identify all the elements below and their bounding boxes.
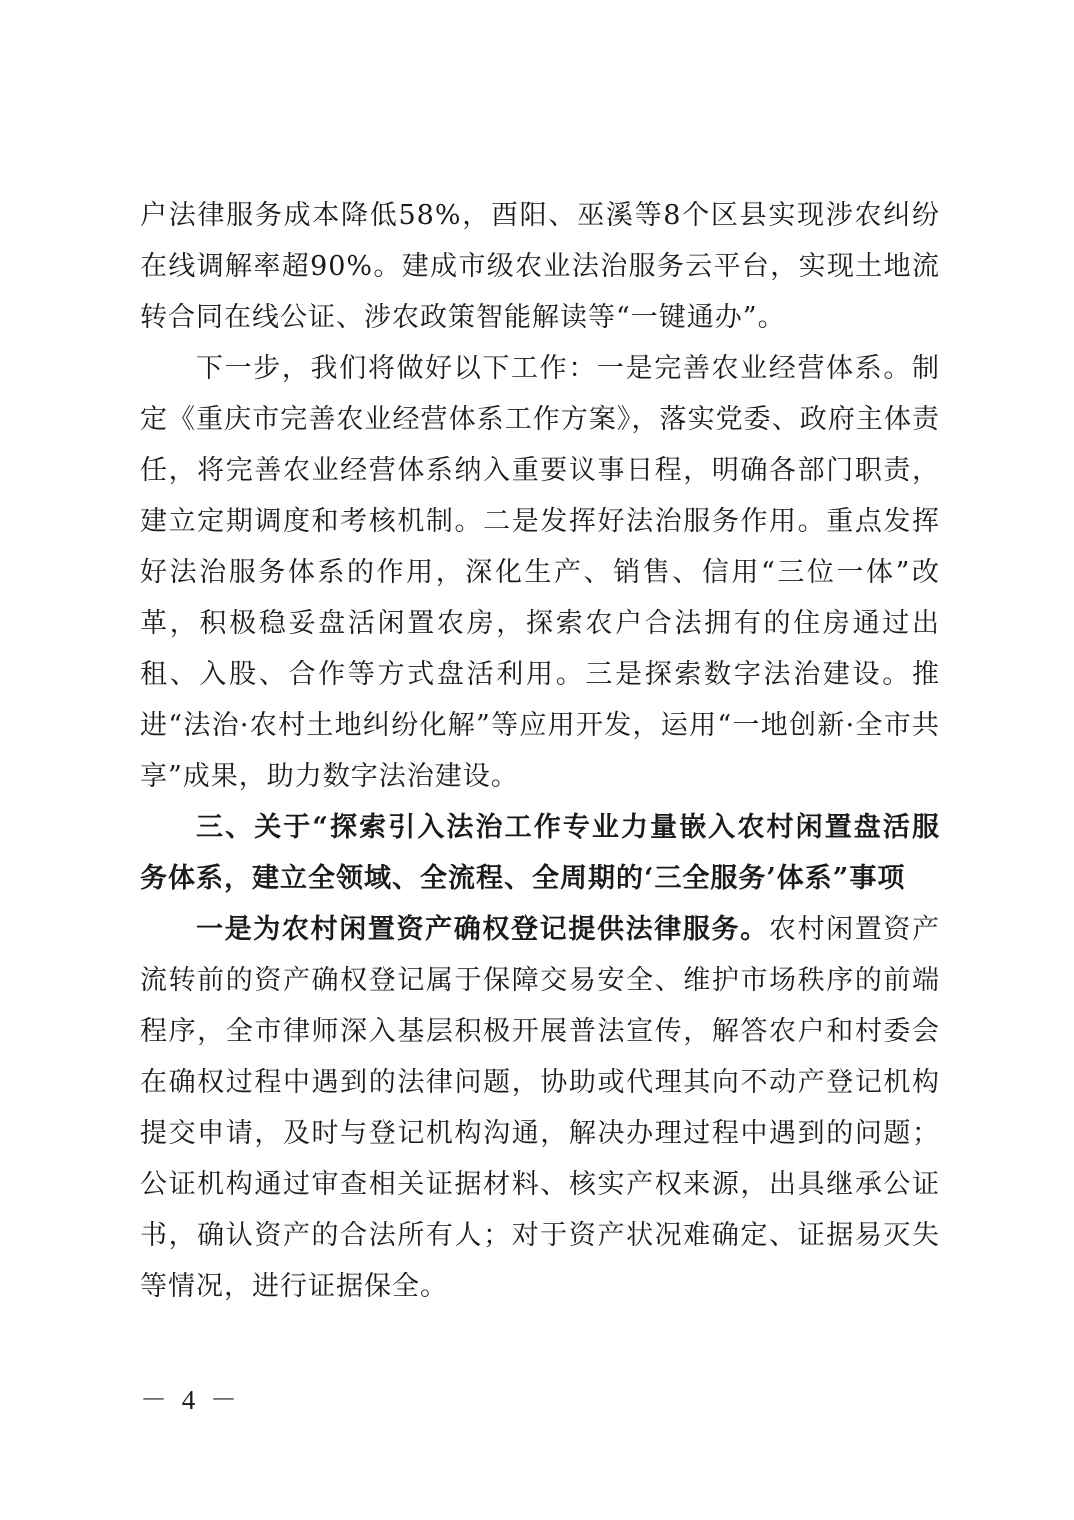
- document-body: [140, 190, 940, 1312]
- page-number: － 4 －: [140, 1385, 241, 1415]
- paragraph-lead: 一是为农村闲置资产确权登记提供法律服务。: [196, 914, 769, 945]
- paragraph-next-steps: 下一步，我们将做好以下工作：一是完善农业经营体系。制定《重庆市完善农业经营体系工作方案》，落实党委、政府主体责任，将完善农业经营体系纳入重要议事日程，明确各部门职责，建立定期调度和考核机制。二是发挥好法治服务作用。重点发挥好法治服务体系的作用，深化生产、销售、信用“三位一体”改革，积极稳妥盘活闲置农房，探索农户合法拥有的住房通过出租、入股、合作等方式盘活利用。三是探索数字法治建设。推进“法治·农村土地纠纷化解”等应用开发，运用“一地创新·全市共享”成果，助力数字法治建设。: [140, 353, 940, 792]
- section-heading: 三、关于“探索引入法治工作专业力量嵌入农村闲置盘活服务体系，建立全领域、全流程、全周期的‘三全服务’体系”事项: [140, 812, 940, 894]
- paragraph-continuation: 户法律服务成本降低58%，酉阳、巫溪等8个区县实现涉农纠纷在线调解率超90%。建成市级农业法治服务云平台，实现土地流转合同在线公证、涉农政策智能解读等“一键通办”。: [140, 200, 940, 333]
- paragraph-body: 农村闲置资产流转前的资产确权登记属于保障交易安全、维护市场秩序的前端程序，全市律师深入基层积极开展普法宣传，解答农户和村委会在确权过程中遇到的法律问题，协助或代理其向不动产登记机构提交申请，及时与登记机构沟通，解决办理过程中遇到的问题；公证机构通过审查相关证据材料、核实产权来源，出具继承公证书，确认资产的合法所有人；对于资产状况难确定、证据易灭失等情况，进行证据保全。: [140, 914, 941, 1302]
- paragraph-legal-services: [140, 904, 940, 1312]
